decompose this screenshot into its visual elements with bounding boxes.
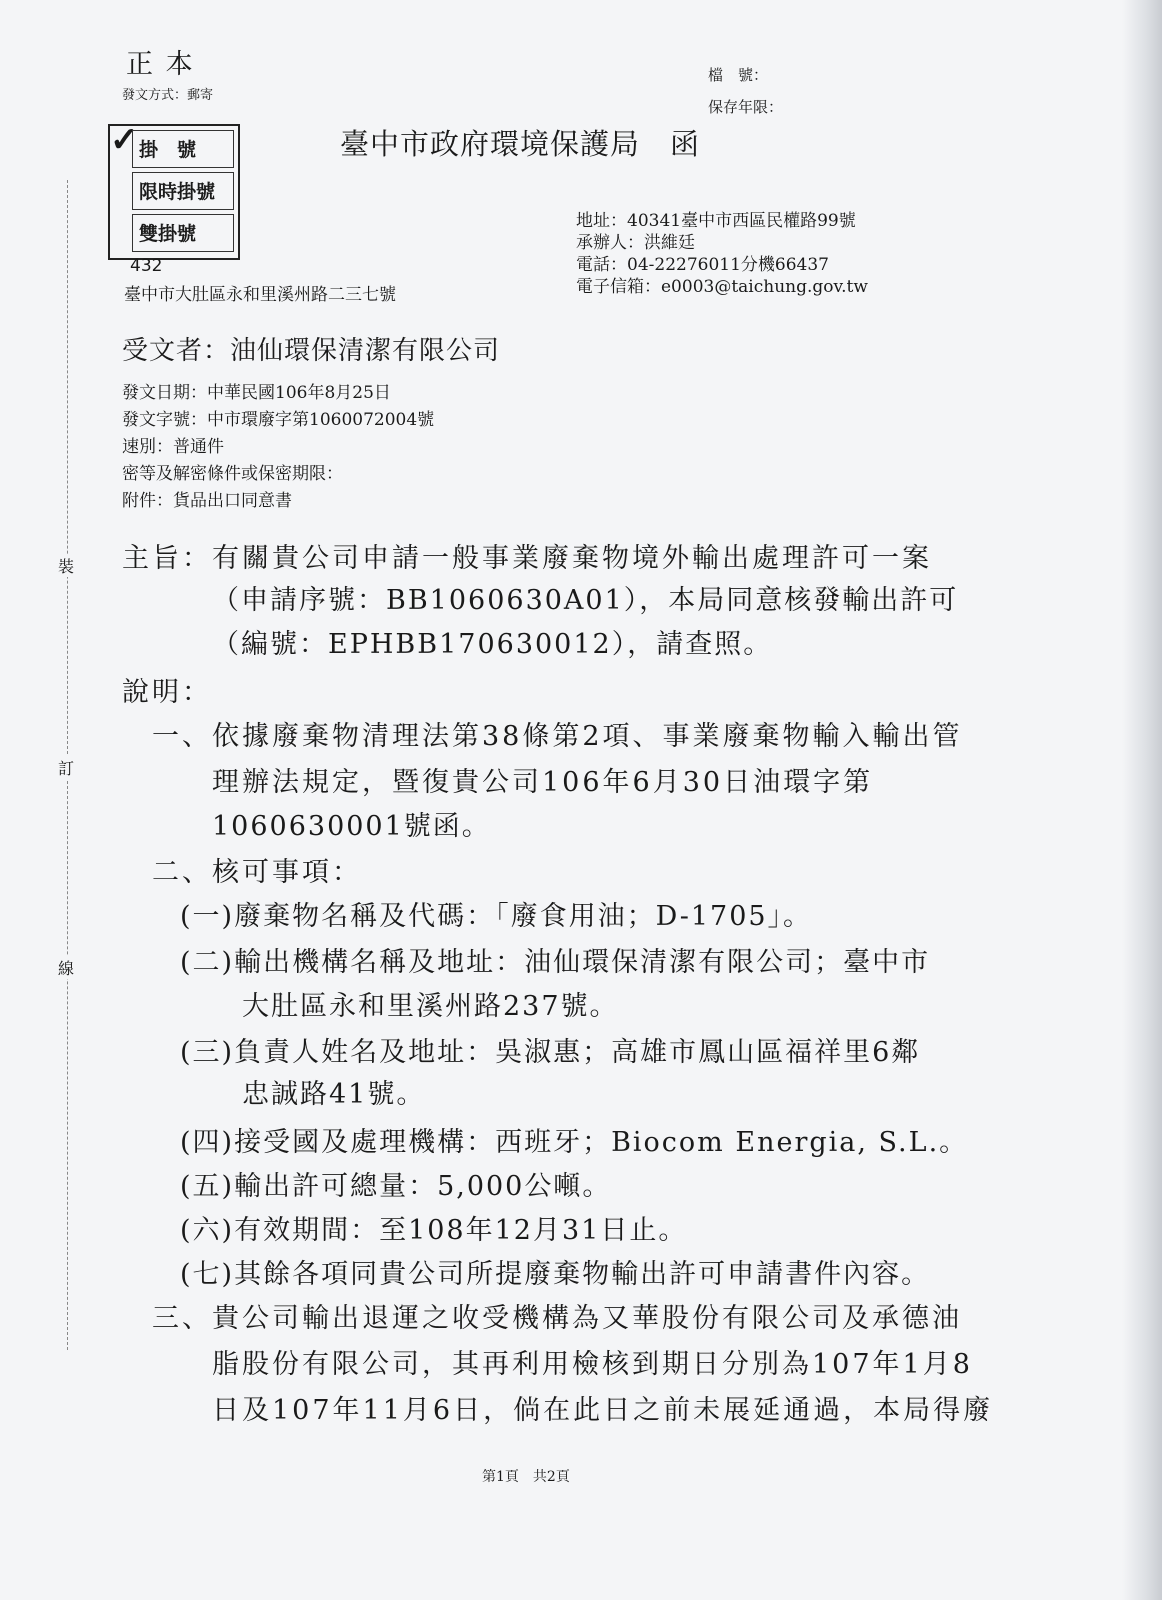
document-title: 臺中市政府環境保護局 函 [340,127,701,161]
doc-number: 發文字號：中市環廢字第1060072004號 [122,410,435,430]
item2-sub1: (一)廢棄物名稱及代碼：「廢食用油；D-1705」。 [180,901,813,932]
page-footer: 第1頁 共2頁 [482,1469,570,1485]
agency-address: 地址：40341臺中市西區民權路99號 [576,211,856,231]
item1-line-3: 1060630001號函。 [212,811,491,842]
issue-date: 發文日期：中華民國106年8月25日 [122,383,391,403]
email: 電子信箱：e0003@taichung.gov.tw [576,277,868,297]
copy-type: 正 本 [126,49,195,80]
mail-type-stamp [108,120,240,260]
retention-label: 保存年限： [708,98,784,116]
item2-sub6: (六)有效期間：至108年12月31日止。 [180,1215,688,1246]
item2-sub7: (七)其餘各項同貴公司所提廢棄物輸出許可申請書件內容。 [180,1259,931,1290]
explanation-label: 說明： [122,677,212,708]
binding-char-2: 訂 [58,756,74,779]
item2-sub5: (五)輸出許可總量：5,000公噸。 [180,1171,612,1202]
attachment: 附件：貨品出口同意書 [122,491,292,511]
item2-sub2-line-1: (二)輸出機構名稱及地址：油仙環保清潔有限公司；臺中市 [180,947,931,978]
item1-line-1: 一、依據廢棄物清理法第38條第2項、事業廢棄物輸入輸出管 [152,721,963,752]
item2-sub3-line-2: 忠誠路41號。 [242,1079,426,1110]
item2-sub2-line-2: 大肚區永和里溪州路237號。 [242,991,619,1022]
send-method: 發文方式：郵寄 [122,88,214,103]
binding-char-3: 線 [58,956,74,979]
subject-line-1: 主旨：有關貴公司申請一般事業廢棄物境外輸出處理許可一案 [122,543,932,574]
item2-sub4: (四)接受國及處理機構：西班牙；Biocom Energia, S.L.。 [180,1127,969,1158]
item2-sub3-line-1: (三)負責人姓名及地址：吳淑惠；高雄市鳳山區福祥里6鄰 [180,1037,921,1068]
recipient: 受文者：油仙環保清潔有限公司 [122,336,501,366]
item3-line-2: 脂股份有限公司，其再利用檢核到期日分別為107年1月8 [212,1349,973,1380]
check-mark-icon: ✓ [110,120,139,160]
item2-label: 二、核可事項： [152,857,362,888]
binding-char-1: 裝 [58,554,74,577]
stamp-registered: 掛 號 [132,130,234,168]
subject-line-2: （申請序號：BB1060630A01），本局同意核發輸出許可 [212,585,959,616]
postal-code: 432 [130,256,163,276]
handler: 承辦人：洪維廷 [576,233,695,253]
stamp-express-registered: 限時掛號 [132,172,234,210]
subject-line-3: （編號：EPHBB170630012），請查照。 [212,629,773,660]
phone: 電話：04-22276011分機66437 [576,255,829,275]
file-no-label: 檔 號： [708,66,769,84]
item3-line-3: 日及107年11月6日，倘在此日之前未展延通過，本局得廢 [212,1395,994,1426]
stamp-double-registered: 雙掛號 [132,214,234,252]
scan-edge-shadow [1122,0,1162,1600]
security-level: 密等及解密條件或保密期限： [122,464,343,484]
recipient-address: 臺中市大肚區永和里溪州路二三七號 [124,285,396,305]
speed: 速別：普通件 [122,437,224,457]
item3-line-1: 三、貴公司輸出退運之收受機構為又華股份有限公司及承德油 [152,1303,962,1334]
item1-line-2: 理辦法規定，暨復貴公司106年6月30日油環字第 [212,767,874,798]
